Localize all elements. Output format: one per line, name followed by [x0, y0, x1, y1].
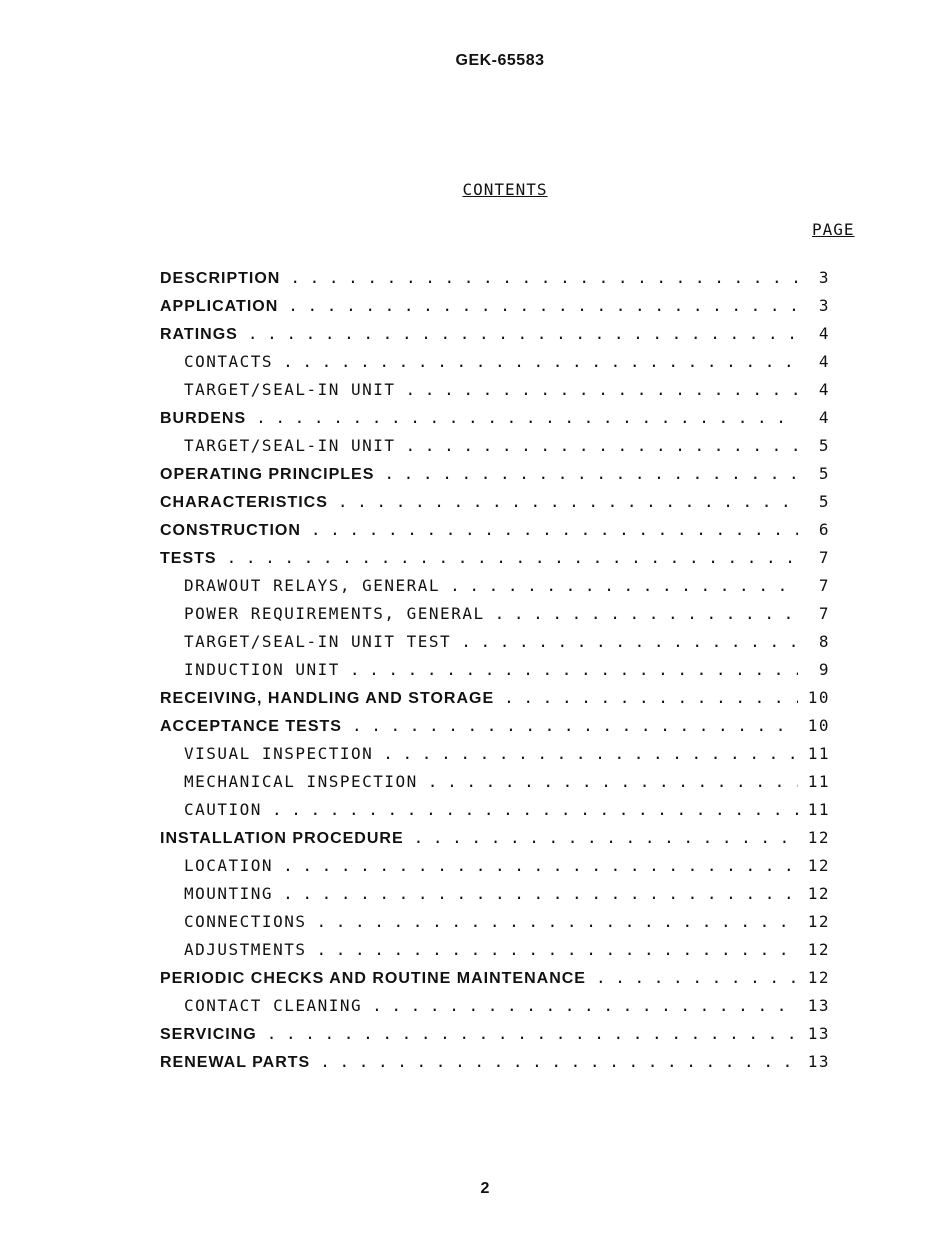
toc-entry-page: 4 — [818, 352, 830, 371]
toc-entry-label: CONTACT CLEANING — [184, 996, 363, 1015]
dot-leader — [504, 688, 798, 707]
toc-entry-page: 11 — [807, 800, 830, 819]
toc-entry — [160, 968, 830, 996]
dot-leader — [450, 576, 798, 595]
toc-entry-page: 13 — [807, 1052, 830, 1071]
toc-entry — [160, 324, 830, 352]
toc-entry-label: ADJUSTMENTS — [184, 940, 307, 959]
toc-entry-page: 12 — [807, 968, 830, 987]
dot-leader — [283, 856, 798, 875]
toc-entry-label: INSTALLATION PROCEDURE — [160, 830, 404, 847]
dot-leader — [320, 1052, 798, 1071]
toc-entry — [160, 1052, 830, 1080]
toc-entry — [160, 436, 830, 464]
toc-entry — [160, 772, 830, 800]
toc-entry — [160, 548, 830, 576]
toc-entry-page: 12 — [807, 856, 830, 875]
toc-entry — [160, 716, 830, 744]
toc-entry-page: 12 — [807, 940, 830, 959]
toc-entry-label: ACCEPTANCE TESTS — [160, 718, 342, 735]
dot-leader — [384, 464, 798, 483]
toc-entry — [160, 660, 830, 688]
toc-entry-label: INDUCTION UNIT — [184, 660, 340, 679]
toc-entry — [160, 604, 830, 632]
toc-entry-label: MOUNTING — [184, 884, 274, 903]
toc-entry-label: DESCRIPTION — [160, 270, 281, 287]
toc-entry-page: 11 — [807, 744, 830, 763]
page-number: 2 — [480, 1180, 490, 1197]
toc-entry-label: TARGET/SEAL-IN UNIT — [184, 380, 396, 399]
toc-entry-page: 9 — [818, 660, 830, 679]
toc-entry-label: RENEWAL PARTS — [160, 1054, 311, 1071]
dot-leader — [406, 436, 798, 455]
toc-entry-page: 4 — [818, 324, 830, 343]
toc-entry-label: APPLICATION — [160, 298, 279, 315]
dot-leader — [383, 744, 798, 763]
toc-entry-label: RATINGS — [160, 326, 238, 343]
dot-leader — [316, 940, 798, 959]
toc-entry-page: 7 — [818, 548, 830, 567]
toc-entry — [160, 408, 830, 436]
dot-leader — [290, 268, 798, 287]
toc-entry-page: 12 — [807, 884, 830, 903]
toc-entry-page: 7 — [818, 604, 830, 623]
toc-entry-label: MECHANICAL INSPECTION — [184, 772, 418, 791]
toc-entry-label: TARGET/SEAL-IN UNIT TEST — [184, 632, 452, 651]
toc-entry-page: 10 — [807, 716, 830, 735]
toc-entry-label: CONTACTS — [184, 352, 274, 371]
toc-entry-page: 5 — [818, 464, 830, 483]
toc-entry — [160, 464, 830, 492]
toc-entry-label: DRAWOUT RELAYS, GENERAL — [184, 576, 441, 595]
toc-entry — [160, 296, 830, 324]
toc-entry — [160, 576, 830, 604]
toc-entry — [160, 828, 830, 856]
dot-leader — [495, 604, 798, 623]
dot-leader — [352, 716, 798, 735]
toc-entry-page: 5 — [818, 492, 830, 511]
document-id: GEK-65583 — [455, 52, 545, 69]
toc-entry-label: CONNECTIONS — [184, 912, 307, 931]
toc-entry — [160, 380, 830, 408]
toc-entry — [160, 268, 830, 296]
toc-entry — [160, 520, 830, 548]
page-column-header: PAGE — [812, 220, 855, 239]
dot-leader — [288, 296, 798, 315]
toc-entry — [160, 632, 830, 660]
toc-entry-label: POWER REQUIREMENTS, GENERAL — [184, 604, 485, 623]
dot-leader — [316, 912, 798, 931]
dot-leader — [267, 1024, 798, 1043]
toc-entry — [160, 800, 830, 828]
toc-entry-page: 6 — [818, 520, 830, 539]
dot-leader — [256, 408, 798, 427]
dot-leader — [272, 800, 798, 819]
toc-entry-label: OPERATING PRINCIPLES — [160, 466, 375, 483]
toc-entry-label: PERIODIC CHECKS AND ROUTINE MAINTENANCE — [160, 970, 586, 987]
toc-entry — [160, 492, 830, 520]
dot-leader — [350, 660, 798, 679]
toc-entry — [160, 856, 830, 884]
toc-entry — [160, 352, 830, 380]
dot-leader — [414, 828, 798, 847]
toc-entry-label: BURDENS — [160, 410, 247, 427]
toc-entry-page: 7 — [818, 576, 830, 595]
toc-entry-label: CONSTRUCTION — [160, 522, 301, 539]
dot-leader — [227, 548, 798, 567]
toc-entry-page: 4 — [818, 380, 830, 399]
toc-entry-label: RECEIVING, HANDLING AND STORAGE — [160, 690, 495, 707]
toc-entry-page: 4 — [818, 408, 830, 427]
dot-leader — [596, 968, 798, 987]
toc-entry-page: 13 — [807, 996, 830, 1015]
toc-entry-label: CAUTION — [184, 800, 262, 819]
toc-entry-label: VISUAL INSPECTION — [184, 744, 374, 763]
toc-entry-label: LOCATION — [184, 856, 274, 875]
dot-leader — [372, 996, 798, 1015]
dot-leader — [311, 520, 798, 539]
toc-entry-page: 10 — [807, 688, 830, 707]
toc-entry — [160, 940, 830, 968]
dot-leader — [248, 324, 798, 343]
toc-entry — [160, 884, 830, 912]
toc-entry-page: 3 — [818, 268, 830, 287]
toc-entry — [160, 996, 830, 1024]
toc-entry-page: 12 — [807, 828, 830, 847]
dot-leader — [406, 380, 798, 399]
toc-entry-label: TESTS — [160, 550, 217, 567]
toc-entry-page: 5 — [818, 436, 830, 455]
toc-entry-page: 12 — [807, 912, 830, 931]
dot-leader — [283, 352, 798, 371]
toc-entry-page: 8 — [818, 632, 830, 651]
toc-entry — [160, 912, 830, 940]
dot-leader — [461, 632, 798, 651]
toc-entry — [160, 744, 830, 772]
dot-leader — [283, 884, 798, 903]
toc-entry-page: 11 — [807, 772, 830, 791]
toc-entry-label: CHARACTERISTICS — [160, 494, 328, 511]
toc-entry-label: SERVICING — [160, 1026, 257, 1043]
contents-title: CONTENTS — [462, 180, 548, 199]
dot-leader — [338, 492, 798, 511]
toc-entry — [160, 1024, 830, 1052]
toc-entry-page: 13 — [807, 1024, 830, 1043]
table-of-contents — [160, 268, 830, 1080]
toc-entry-label: TARGET/SEAL-IN UNIT — [184, 436, 396, 455]
dot-leader — [428, 772, 798, 791]
toc-entry — [160, 688, 830, 716]
toc-entry-page: 3 — [818, 296, 830, 315]
